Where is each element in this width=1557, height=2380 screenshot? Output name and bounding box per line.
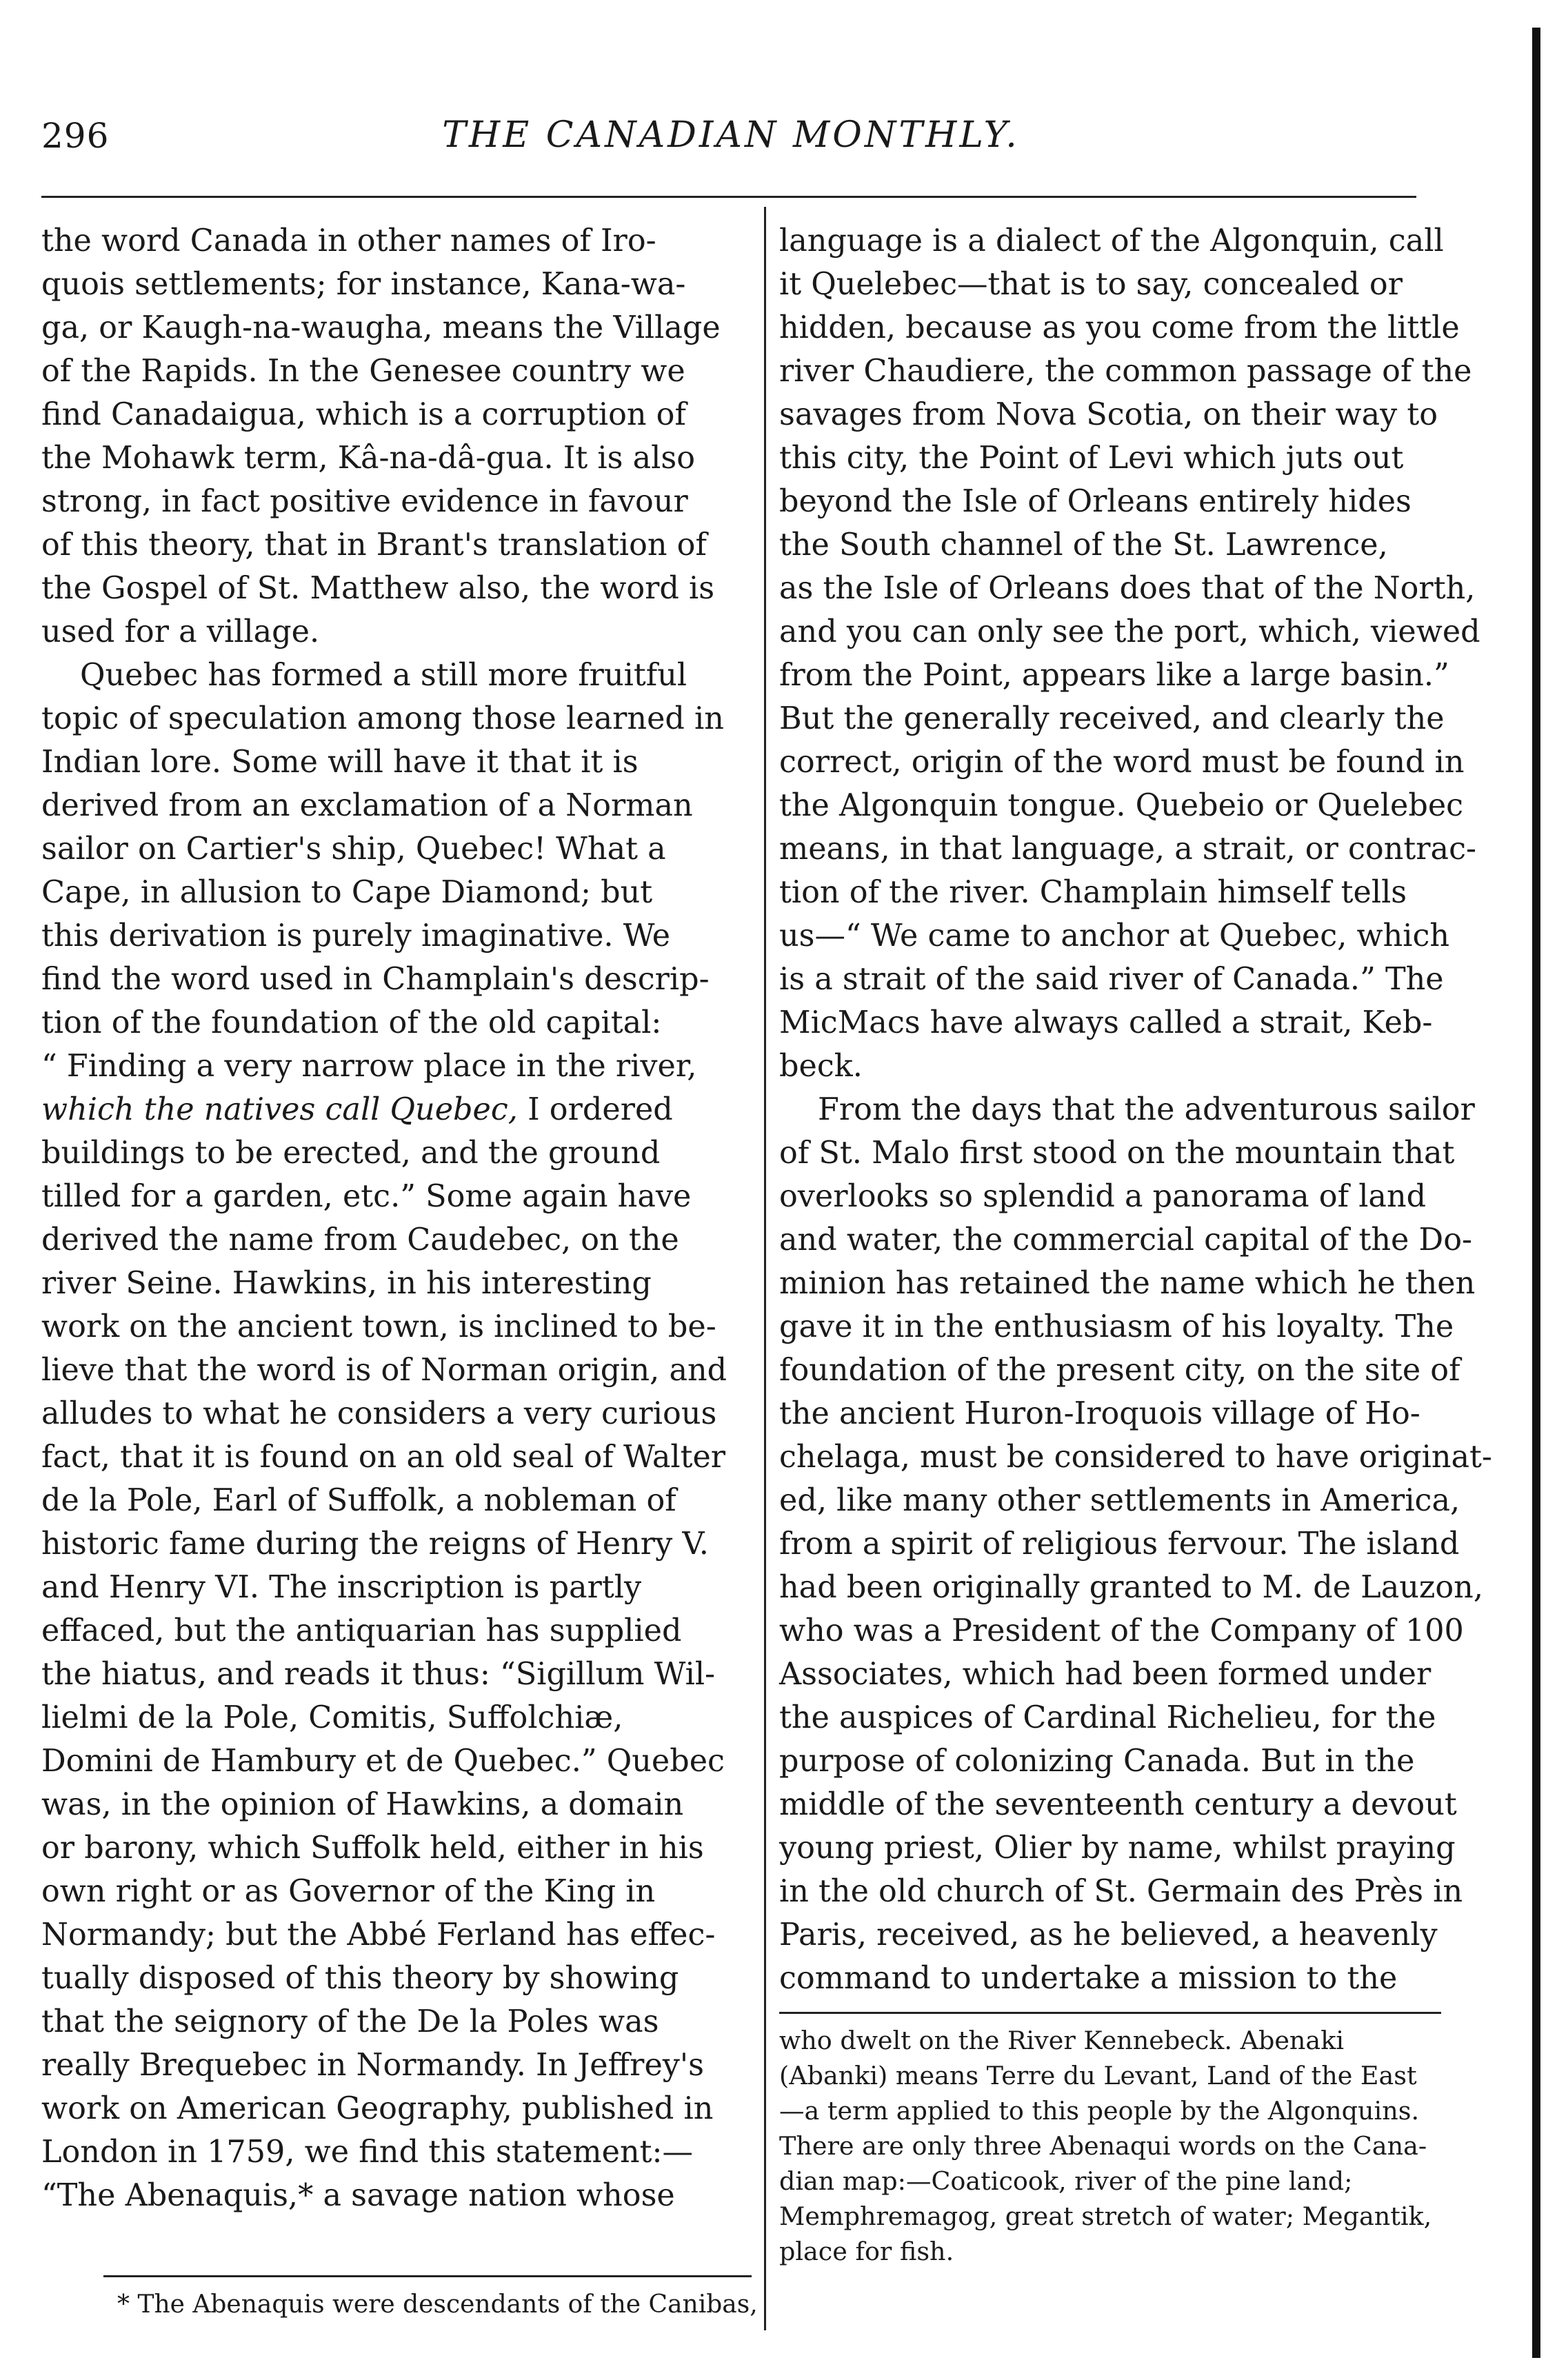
text-line: river Chaudiere, the common passage of the bbox=[779, 354, 1472, 389]
text-line: of this theory, that in Brant's translation of bbox=[41, 527, 707, 563]
text-line: had been originally granted to M. de Lauzon, bbox=[779, 1570, 1483, 1605]
text-line: “ Finding a very narrow place in the river, bbox=[41, 1049, 697, 1084]
text-line: work on the ancient town, is inclined to be- bbox=[41, 1309, 716, 1344]
text-line: and water, the commercial capital of the Do- bbox=[779, 1222, 1473, 1258]
text-line: find Canadaigua, which is a corruption of bbox=[41, 397, 686, 432]
text-line: the Algonquin tongue. Quebeio or Quelebec bbox=[779, 788, 1464, 823]
text-line: means, in that language, a strait, or contrac- bbox=[779, 831, 1477, 867]
text-line: historic fame during the reigns of Henry V. bbox=[41, 1526, 709, 1562]
right-column bbox=[779, 219, 1492, 2000]
text-line: But the generally received, and clearly the bbox=[779, 701, 1445, 736]
text-line: and you can only see the port, which, viewed bbox=[779, 614, 1480, 649]
text-line: this derivation is purely imaginative. We bbox=[41, 918, 671, 954]
text-line: in the old church of St. Germain des Près in bbox=[779, 1874, 1463, 1909]
text-line: buildings to be erected, and the ground bbox=[41, 1136, 661, 1171]
left-column bbox=[41, 219, 752, 2217]
italic-line-rest: I ordered bbox=[517, 1092, 673, 1127]
text-line: MicMacs have always called a strait, Keb- bbox=[779, 1005, 1433, 1040]
text-line: used for a village. bbox=[41, 614, 320, 649]
text-line: Domini de Hambury et de Quebec.” Quebec bbox=[41, 1744, 725, 1779]
text-line: command to undertake a mission to the bbox=[779, 1961, 1398, 1996]
text-line: beyond the Isle of Orleans entirely hides bbox=[779, 484, 1412, 519]
text-line: Indian lore. Some will have it that it is bbox=[41, 745, 639, 780]
text-line: of St. Malo first stood on the mountain that bbox=[779, 1136, 1455, 1171]
text-line: purpose of colonizing Canada. But in the bbox=[779, 1744, 1415, 1779]
text-line: topic of speculation among those learned in bbox=[41, 701, 724, 736]
text-line: tion of the foundation of the old capital: bbox=[41, 1005, 662, 1040]
text-line: place for fish. bbox=[779, 2237, 954, 2266]
text-line: gave it in the enthusiasm of his loyalty. The bbox=[779, 1309, 1454, 1344]
text-line: as the Isle of Orleans does that of the North, bbox=[779, 571, 1476, 606]
text-line bbox=[41, 1088, 752, 1131]
text-line: us—“ We came to anchor at Quebec, which bbox=[779, 918, 1450, 954]
text-line: middle of the seventeenth century a devout bbox=[779, 1787, 1457, 1822]
text-line: foundation of the present city, on the site of bbox=[779, 1353, 1460, 1388]
text-line: derived the name from Caudebec, on the bbox=[41, 1222, 679, 1258]
text-line: Normandy; but the Abbé Ferland has effec- bbox=[41, 1917, 716, 1953]
column-divider bbox=[764, 207, 766, 2330]
text-line: alludes to what he considers a very curious bbox=[41, 1396, 717, 1431]
text-line: effaced, but the antiquarian has supplied bbox=[41, 1613, 682, 1648]
text-line: ed, like many other settlements in America, bbox=[779, 1483, 1460, 1518]
text-line: Memphremagog, great stretch of water; Megantik, bbox=[779, 2201, 1432, 2231]
text-line: from a spirit of religious fervour. The island bbox=[779, 1526, 1460, 1562]
text-line: tion of the river. Champlain himself tells bbox=[779, 875, 1407, 910]
text-line: the Gospel of St. Matthew also, the word is bbox=[41, 571, 715, 606]
text-line: the word Canada in other names of Iro- bbox=[41, 223, 656, 259]
text-line: derived from an exclamation of a Norman bbox=[41, 788, 693, 823]
text-line: fact, that it is found on an old seal of Walter bbox=[41, 1440, 726, 1475]
text-line: the ancient Huron-Iroquois village of Ho- bbox=[779, 1396, 1420, 1431]
text-line: was, in the opinion of Hawkins, a domain bbox=[41, 1787, 684, 1822]
page-number: 296 bbox=[41, 116, 110, 156]
text-line: the South channel of the St. Lawrence, bbox=[779, 527, 1388, 563]
text-line: From the days that the adventurous sailor bbox=[818, 1092, 1475, 1127]
text-line: (Abanki) means Terre du Levant, Land of the East bbox=[779, 2061, 1417, 2090]
text-line: language is a dialect of the Algonquin, call bbox=[779, 223, 1444, 259]
text-line: “The Abenaquis,* a savage nation whose bbox=[41, 2178, 675, 2213]
text-line: lieve that the word is of Norman origin, and bbox=[41, 1353, 727, 1388]
text-line: overlooks so splendid a panorama of land bbox=[779, 1179, 1427, 1214]
text-line: strong, in fact positive evidence in favour bbox=[41, 484, 688, 519]
text-line: that the seignory of the De la Poles was bbox=[41, 2004, 659, 2039]
text-line: lielmi de la Pole, Comitis, Suffolchiæ, bbox=[41, 1700, 623, 1735]
text-line: Cape, in allusion to Cape Diamond; but bbox=[41, 875, 653, 910]
running-head: THE CANADIAN MONTHLY. bbox=[442, 114, 1020, 156]
header-rule bbox=[41, 196, 1416, 198]
text-line: tually disposed of this theory by showing bbox=[41, 1961, 679, 1996]
text-line: hidden, because as you come from the little bbox=[779, 310, 1460, 345]
text-line: sailor on Cartier's ship, Quebec! What a bbox=[41, 831, 666, 867]
italic-quote: which the natives call Quebec, bbox=[41, 1092, 518, 1127]
text-line: correct, origin of the word must be found in bbox=[779, 745, 1465, 780]
text-line: quois settlements; for instance, Kana-wa- bbox=[41, 267, 686, 302]
text-line: Associates, which had been formed under bbox=[779, 1657, 1432, 1692]
text-line: chelaga, must be considered to have originat- bbox=[779, 1440, 1492, 1475]
text-line: London in 1759, we find this statement:— bbox=[41, 2135, 693, 2170]
text-line: work on American Geography, published in bbox=[41, 2091, 714, 2126]
footnote-rule-right bbox=[779, 2012, 1441, 2014]
text-line: tilled for a garden, etc.” Some again have bbox=[41, 1179, 692, 1214]
text-line: who dwelt on the River Kennebeck. Abenaki bbox=[779, 2026, 1344, 2055]
text-line: the hiatus, and reads it thus: “Sigillum Wil- bbox=[41, 1657, 716, 1692]
text-line: find the word used in Champlain's descrip- bbox=[41, 962, 710, 997]
text-line: really Brequebec in Normandy. In Jeffrey's bbox=[41, 2048, 704, 2083]
text-line: who was a President of the Company of 100 bbox=[779, 1613, 1464, 1648]
text-line: own right or as Governor of the King in bbox=[41, 1874, 656, 1909]
text-line: minion has retained the name which he then bbox=[779, 1266, 1476, 1301]
text-line: Quebec has formed a still more fruitful bbox=[80, 658, 687, 693]
margin-bar bbox=[1532, 28, 1540, 2358]
text-line: Paris, received, as he believed, a heavenly bbox=[779, 1917, 1438, 1953]
text-line: dian map:—Coaticook, river of the pine land; bbox=[779, 2166, 1353, 2196]
text-line: There are only three Abenaqui words on the Cana- bbox=[779, 2131, 1427, 2161]
text-line: the auspices of Cardinal Richelieu, for the bbox=[779, 1700, 1436, 1735]
text-line: from the Point, appears like a large basin.” bbox=[779, 658, 1449, 693]
text-line: river Seine. Hawkins, in his interesting bbox=[41, 1266, 652, 1301]
text-line: or barony, which Suffolk held, either in his bbox=[41, 1831, 704, 1866]
text-line: young priest, Olier by name, whilst praying bbox=[779, 1831, 1456, 1866]
text-line: the Mohawk term, Kâ-na-dâ-gua. It is also bbox=[41, 441, 696, 476]
text-line: it Quelebec—that is to say, concealed or bbox=[779, 267, 1403, 302]
text-line: this city, the Point of Levi which juts out bbox=[779, 441, 1404, 476]
footnote-right bbox=[779, 2023, 1441, 2269]
text-line: is a strait of the said river of Canada.” The bbox=[779, 962, 1444, 997]
text-line: —a term applied to this people by the Algonquins. bbox=[779, 2096, 1420, 2126]
text-line: of the Rapids. In the Genesee country we bbox=[41, 354, 685, 389]
text-line: and Henry VI. The inscription is partly bbox=[41, 1570, 642, 1605]
footnote-left: * The Abenaquis were descendants of the Canibas, bbox=[117, 2290, 758, 2319]
text-line: beck. bbox=[779, 1049, 863, 1084]
text-line: ga, or Kaugh-na-waugha, means the Village bbox=[41, 310, 721, 345]
footnote-rule-left bbox=[103, 2275, 752, 2277]
text-line: savages from Nova Scotia, on their way to bbox=[779, 397, 1438, 432]
text-line: de la Pole, Earl of Suffolk, a nobleman of bbox=[41, 1483, 676, 1518]
